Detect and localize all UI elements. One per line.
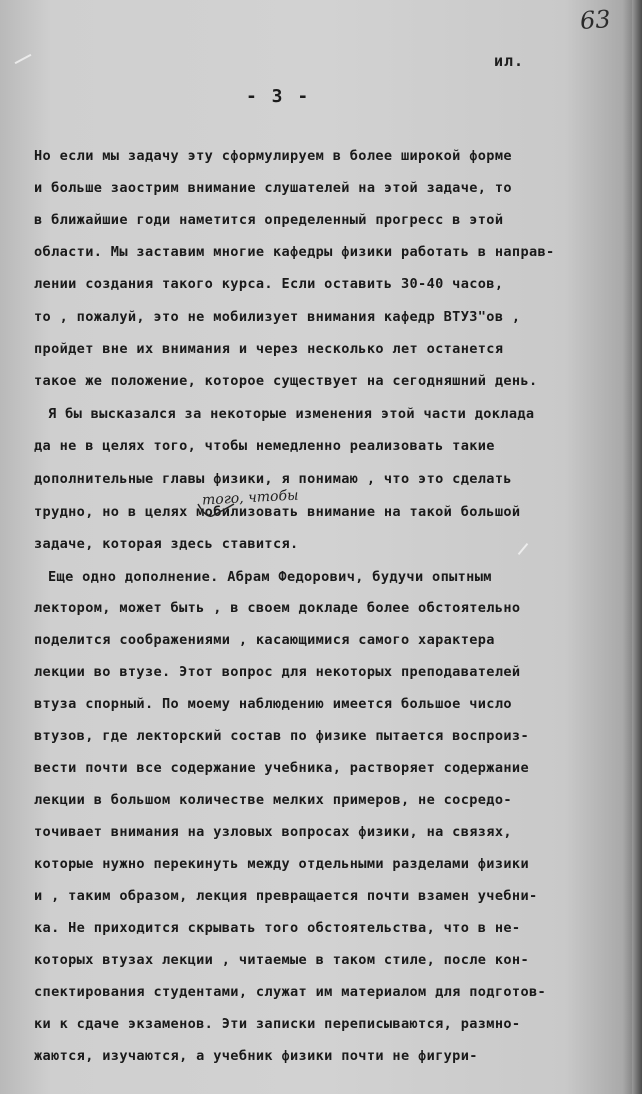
scan-speck — [15, 54, 32, 64]
text-line: дополнительные главы физики, я понимаю , что это сделать — [34, 471, 512, 487]
text-line: лектором, может быть , в своем докладе более обстоятельно — [34, 600, 521, 616]
text-line: да не в целях того, чтобы немедленно реализовать такие — [34, 438, 495, 454]
text-line: трудно, но в целях мобилизовать внимание на такой большой — [34, 504, 521, 520]
text-line: лекции во втузе. Этот вопрос для некоторых преподавателей — [34, 664, 521, 680]
text-line: Но если мы задачу эту сформулируем в более широкой форме — [34, 148, 512, 164]
text-line: спектирования студентами, служат им материалом для подготов- — [34, 984, 547, 1000]
insertion-caret-icon — [196, 500, 236, 520]
page-number: - 3 - — [246, 86, 311, 107]
scan-speck — [518, 543, 529, 555]
text-line: втузов, где лекторский состав по физике пытается воспроиз- — [34, 728, 529, 744]
text-line: и больше заострим внимание слушателей на этой задаче, то — [34, 180, 512, 196]
handwritten-insertion: того, чтобы — [201, 487, 299, 509]
text-line: лении создания такого курса. Если оставить 30-40 часов, — [34, 276, 504, 292]
text-line: точивает внимания на узловых вопросах физики, на связях, — [34, 824, 512, 840]
text-line: которые нужно перекинуть между отдельными разделами физики — [34, 856, 529, 872]
text-line: Я бы высказался за некоторые изменения этой части доклада — [48, 406, 535, 422]
text-line: ка. Не приходится скрывать того обстоятельства, что в не- — [34, 920, 521, 936]
text-line: то , пожалуй, это не мобилизует внимания кафедр ВТУЗ"ов , — [34, 309, 521, 325]
text-line: которых втузах лекции , читаемые в таком стиле, после кон- — [34, 952, 529, 968]
text-line: в ближайшие годи наметится определенный прогресс в этой — [34, 212, 504, 228]
page-edge-shadow — [632, 0, 642, 1094]
text-line: ки к сдаче экзаменов. Эти записки переписываются, размно- — [34, 1016, 521, 1032]
text-line: поделится соображениями , касающимися самого характера — [34, 632, 495, 648]
archive-page-number: 63 — [579, 4, 612, 36]
text-line: жаются, изучаются, а учебник физики почти не фигури- — [34, 1048, 478, 1064]
text-line: втуза спорный. По моему наблюдению имеется большое число — [34, 696, 512, 712]
text-line: такое же положение, которое существует на сегодняшний день. — [34, 373, 538, 389]
text-line: области. Мы заставим многие кафедры физики работать в направ- — [34, 244, 555, 260]
text-line: лекции в большом количестве мелких примеров, не сосредо- — [34, 792, 512, 808]
text-line: Еще одно дополнение. Абрам Федорович, будучи опытным — [48, 569, 492, 585]
text-line: задаче, которая здесь ставится. — [34, 536, 299, 552]
text-line: и , таким образом, лекция превращается почти взамен учебни- — [34, 888, 538, 904]
text-line: вести почти все содержание учебника, растворяет содержание — [34, 760, 529, 776]
continuation-mark: ил. — [494, 52, 525, 70]
text-line: пройдет вне их внимания и через несколько лет останется — [34, 341, 504, 357]
